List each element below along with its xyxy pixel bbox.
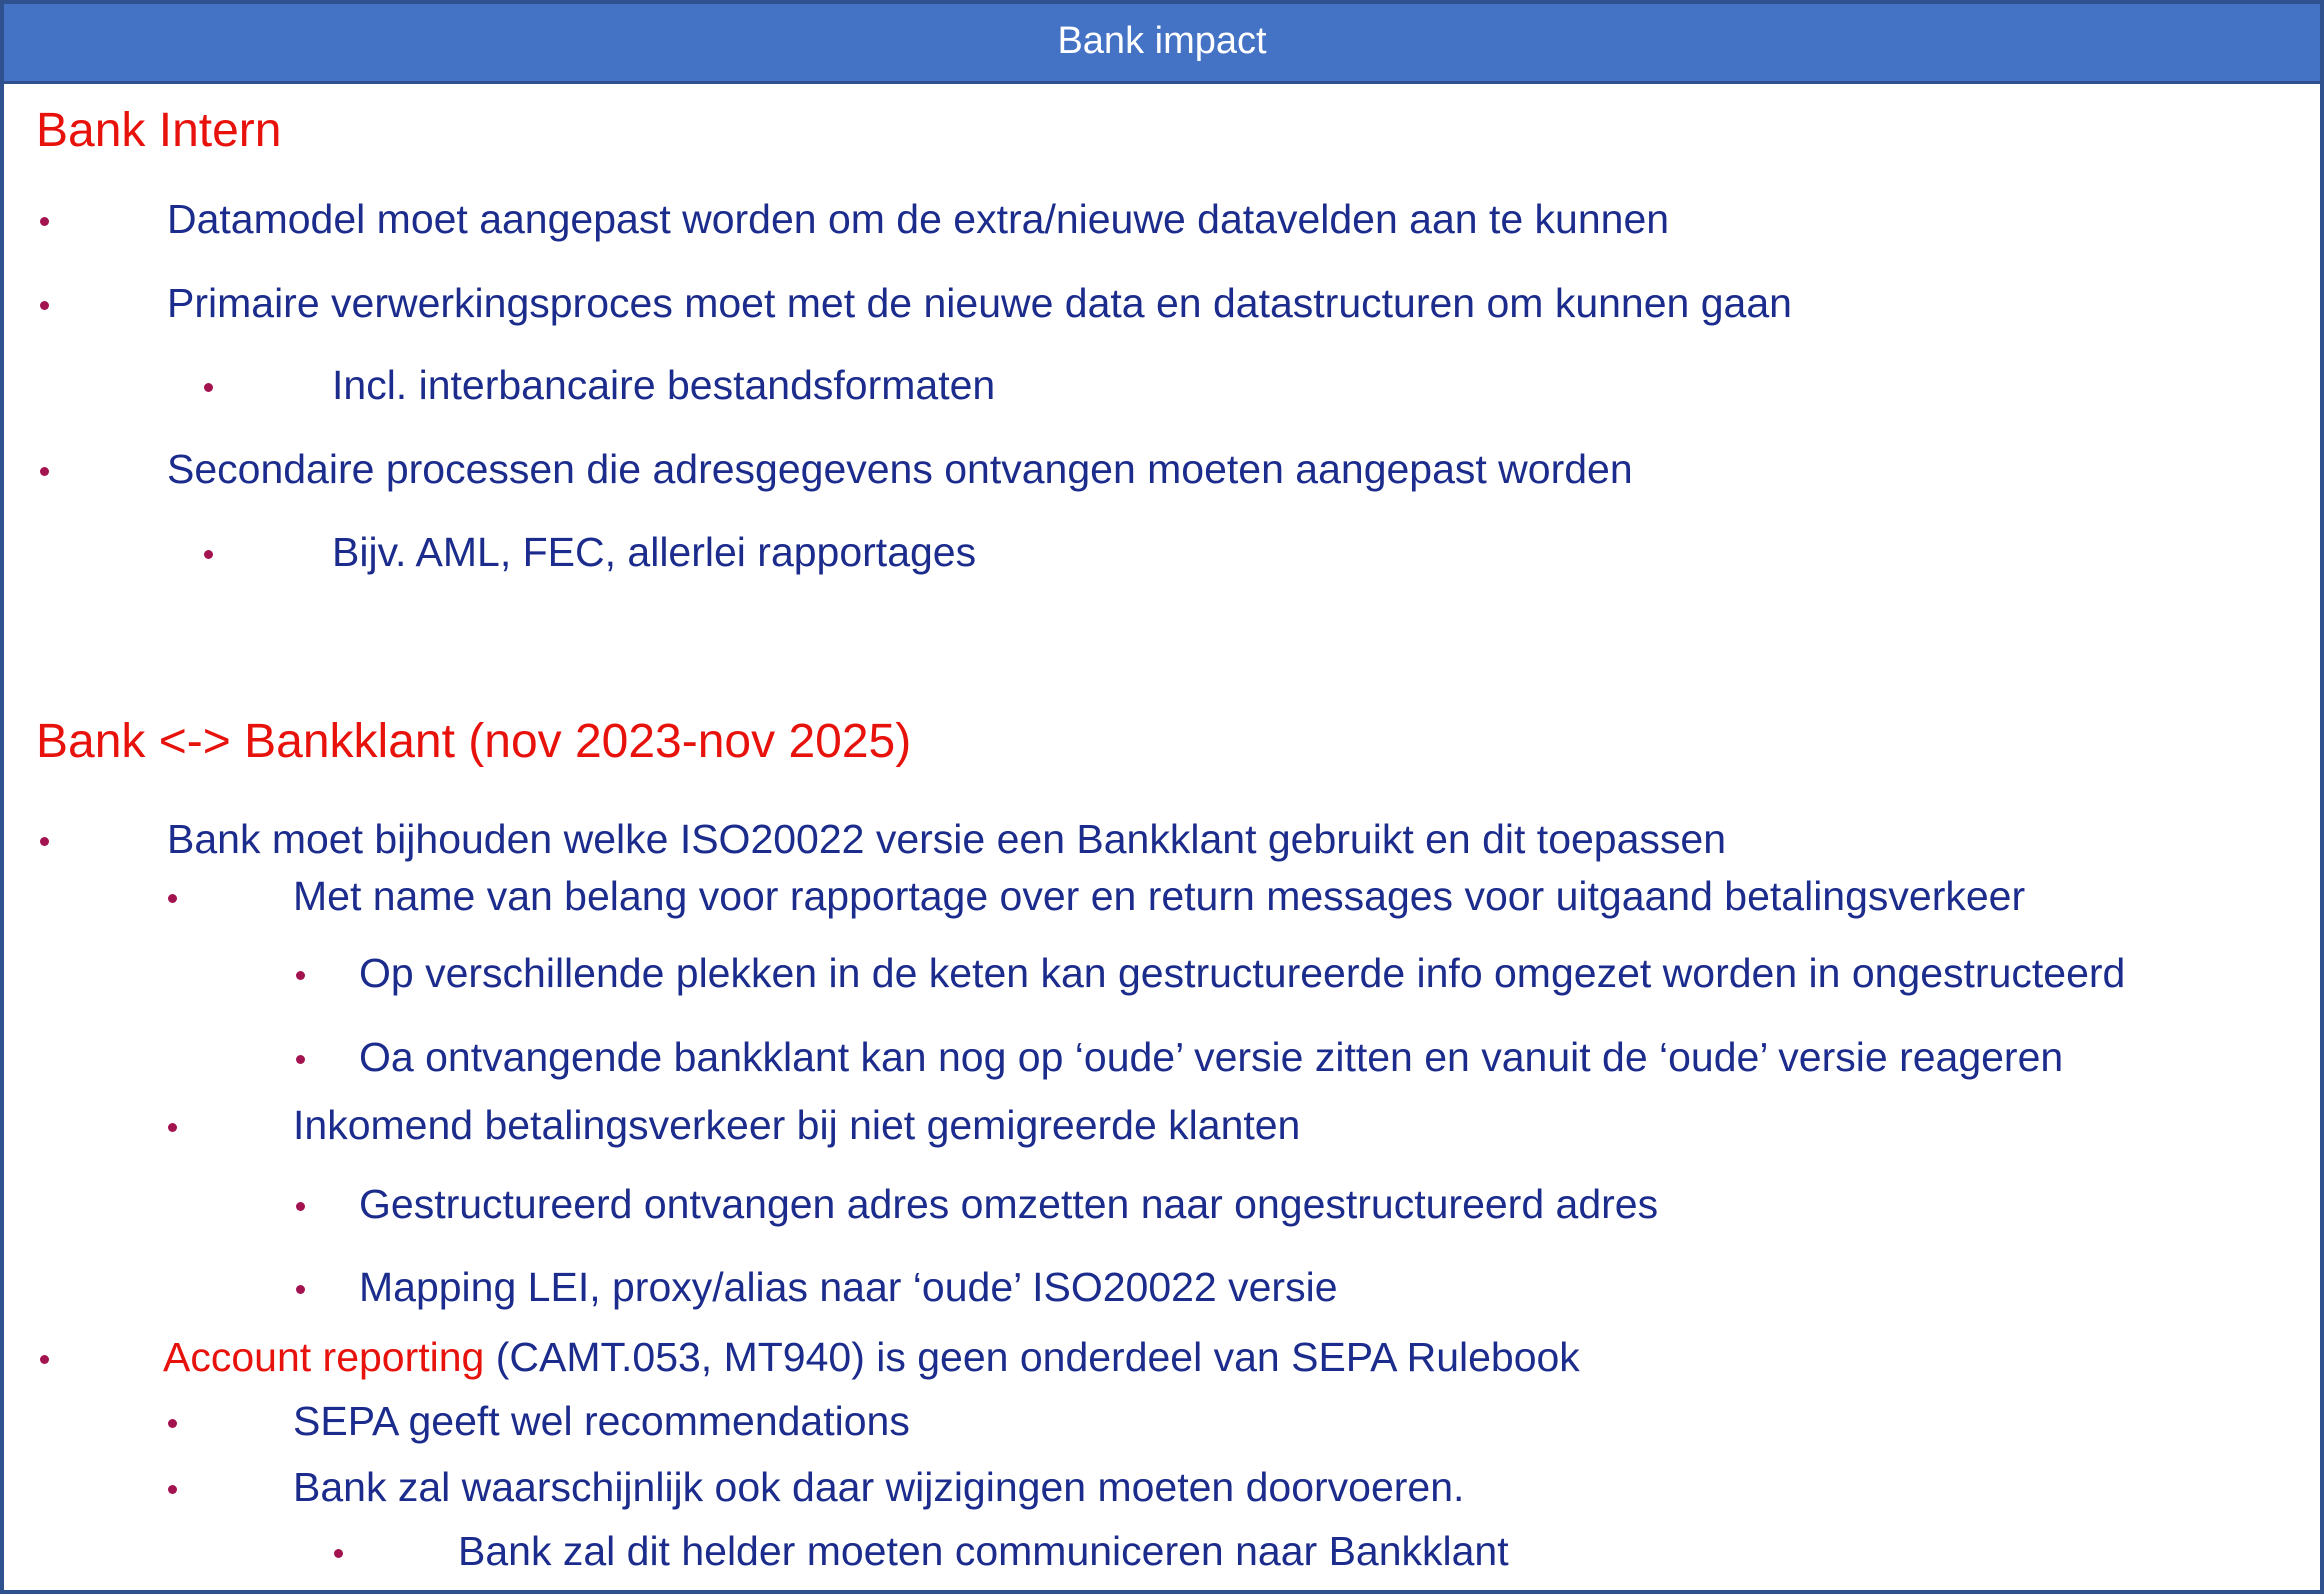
list-item xyxy=(0,1101,2324,1149)
list-item xyxy=(0,1527,2324,1575)
bullet-icon xyxy=(40,301,49,310)
bullet-icon xyxy=(40,217,49,226)
list-item-account-reporting xyxy=(0,1333,2324,1381)
bullet-icon xyxy=(40,467,49,476)
list-item-text: Bank zal waarschijnlijk ook daar wijzigingen moeten doorvoeren. xyxy=(293,1464,1465,1510)
section-heading-bank-bankklant: Bank <-> Bankklant (nov 2023-nov 2025) xyxy=(36,715,912,768)
list-item-text: Gestructureerd ontvangen adres omzetten naar ongestructureerd adres xyxy=(359,1181,1659,1227)
bullet-icon xyxy=(296,1055,305,1064)
section-heading-bank-intern: Bank Intern xyxy=(36,104,282,157)
list-item-text: Bijv. AML, FEC, allerlei rapportages xyxy=(332,529,977,575)
header-bar xyxy=(0,0,2324,84)
bullet-icon xyxy=(296,971,305,980)
bullet-icon xyxy=(334,1549,343,1558)
highlight-text: Account reporting xyxy=(163,1334,485,1380)
list-item xyxy=(0,361,2324,409)
list-item-text: Inkomend betalingsverkeer bij niet gemigreerde klanten xyxy=(293,1102,1301,1148)
bullet-icon xyxy=(40,1355,49,1364)
bullet-icon xyxy=(168,894,177,903)
list-item-text: Datamodel moet aangepast worden om de extra/nieuwe datavelden aan te kunnen xyxy=(167,196,1670,242)
bullet-icon xyxy=(168,1485,177,1494)
list-item-text: Oa ontvangende bankklant kan nog op ‘oude’ versie zitten en vanuit de ‘oude’ versie reageren xyxy=(359,1034,2064,1080)
list-item-rest-text: (CAMT.053, MT940) is geen onderdeel van SEPA Rulebook xyxy=(484,1334,1580,1380)
list-item xyxy=(0,279,2324,327)
list-item-text: Secondaire processen die adresgegevens ontvangen moeten aangepast worden xyxy=(167,446,1633,492)
list-item-text: Primaire verwerkingsproces moet met de nieuwe data en datastructuren om kunnen gaan xyxy=(167,280,1792,326)
list-item-text: Bank moet bijhouden welke ISO20022 versie een Bankklant gebruikt en dit toepassen xyxy=(167,816,1727,862)
list-item xyxy=(0,1180,2324,1228)
list-item xyxy=(0,1397,2324,1445)
list-item-text: Bank zal dit helder moeten communiceren naar Bankklant xyxy=(458,1528,1509,1574)
header-title: Bank impact xyxy=(1057,20,1267,62)
list-item xyxy=(0,528,2324,576)
list-item-text: Met name van belang voor rapportage over en return messages voor uitgaand betalingsverkeer xyxy=(293,873,2026,919)
list-item-text: Mapping LEI, proxy/alias naar ‘oude’ ISO20022 versie xyxy=(359,1264,1338,1310)
list-item xyxy=(0,1463,2324,1511)
list-item-text xyxy=(163,1333,1580,1381)
list-item xyxy=(0,872,2324,920)
bullet-icon xyxy=(296,1285,305,1294)
bullet-icon xyxy=(204,550,213,559)
bullet-icon xyxy=(204,383,213,392)
list-item xyxy=(0,949,2324,997)
list-item xyxy=(0,1033,2324,1081)
bullet-icon xyxy=(40,837,49,846)
bullet-icon xyxy=(296,1202,305,1211)
list-item-text: Op verschillende plekken in de keten kan gestructureerde info omgezet worden in ongestructeerd xyxy=(359,950,2126,996)
list-item xyxy=(0,1263,2324,1311)
list-item-text: Incl. interbancaire bestandsformaten xyxy=(332,362,996,408)
list-item xyxy=(0,195,2324,243)
list-item-text: SEPA geeft wel recommendations xyxy=(293,1398,910,1444)
bullet-icon xyxy=(168,1419,177,1428)
list-item xyxy=(0,445,2324,493)
list-item xyxy=(0,815,2324,863)
bullet-icon xyxy=(168,1123,177,1132)
